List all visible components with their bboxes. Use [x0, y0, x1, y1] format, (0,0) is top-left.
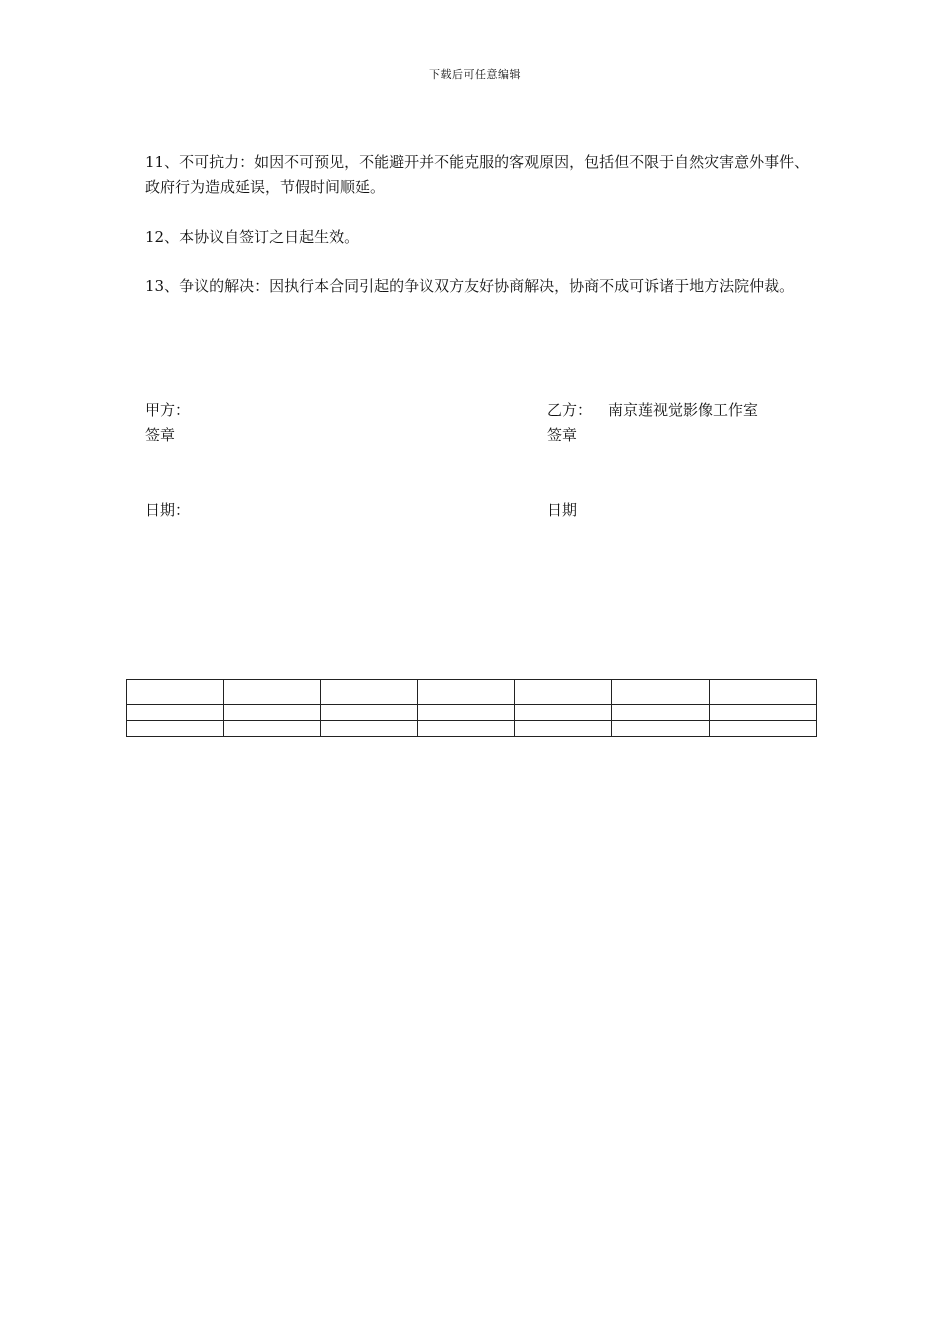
table-row: [127, 721, 817, 737]
party-b-date-label: 日期: [547, 501, 578, 519]
party-b-name: 南京莲视觉影像工作室: [608, 401, 759, 419]
table-cell: [321, 680, 418, 705]
table-cell: [127, 705, 224, 721]
blank-table: [126, 679, 817, 737]
table-cell: [321, 705, 418, 721]
table-cell: [710, 721, 817, 737]
table-cell: [612, 705, 710, 721]
table-cell: [710, 705, 817, 721]
party-b-seal-label: 签章: [547, 426, 578, 444]
table-row: [127, 705, 817, 721]
table-cell: [224, 721, 321, 737]
table-cell: [515, 721, 612, 737]
party-b-label: 乙方：: [547, 401, 593, 419]
clause-13: 13、争议的解决：因执行本合同引起的争议双方友好协商解决，协商不成可诉诸于地方法院仲裁。: [145, 277, 795, 295]
table-cell: [418, 680, 515, 705]
clause-11: 11、不可抗力：如因不可预见，不能避开并不能克服的客观原因，包括但不限于自然灾害意外事件、政府行为造成延误，节假时间顺延。: [145, 153, 810, 196]
party-a-seal-label: 签章: [145, 426, 176, 444]
table-cell: [321, 721, 418, 737]
table-cell: [418, 721, 515, 737]
party-b-line: [547, 398, 758, 423]
table-cell: [127, 680, 224, 705]
page-header: 下载后可任意编辑: [429, 68, 521, 81]
table-cell: [612, 721, 710, 737]
clause-12: 12、本协议自签订之日起生效。: [145, 228, 360, 246]
table-cell: [710, 680, 817, 705]
table-cell: [418, 705, 515, 721]
table-cell: [224, 705, 321, 721]
table-cell: [612, 680, 710, 705]
table-cell: [515, 680, 612, 705]
party-a-date-label: 日期：: [145, 501, 191, 519]
party-a-label: 甲方：: [145, 401, 191, 419]
table-cell: [224, 680, 321, 705]
table-cell: [515, 705, 612, 721]
table-cell: [127, 721, 224, 737]
table-row: [127, 680, 817, 705]
